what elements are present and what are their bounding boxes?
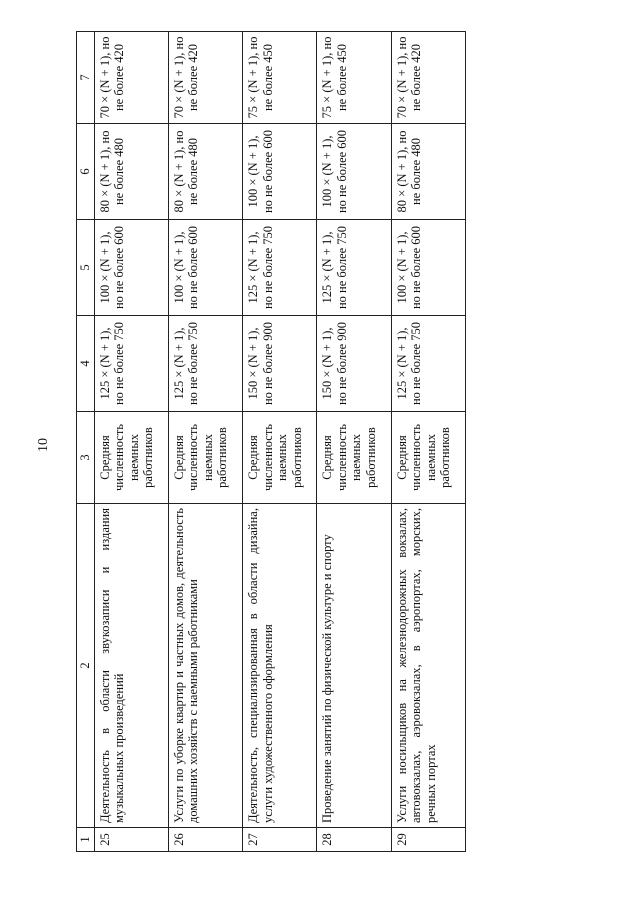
value-cell-col7: 70 × (N + 1), но не более 420 bbox=[168, 32, 242, 124]
column-header-3: 3 bbox=[77, 412, 95, 504]
row-number: 29 bbox=[391, 828, 465, 852]
indicator-cell: Средняя численность наемных работников bbox=[243, 412, 317, 504]
value-cell-col6: 80 × (N + 1), но не более 480 bbox=[94, 124, 168, 220]
value-cell-col4: 150 × (N + 1), но не более 900 bbox=[317, 316, 391, 412]
value-cell-col6: 100 × (N + 1), но не более 600 bbox=[243, 124, 317, 220]
activity-cell: Деятельность в области звукозаписи и издания музыкальных произведений bbox=[94, 504, 168, 828]
indicator-cell: Средняя численность наемных работников bbox=[317, 412, 391, 504]
value-cell-col5: 100 × (N + 1), но не более 600 bbox=[391, 220, 465, 316]
value-cell-col6: 100 × (N + 1), но не более 600 bbox=[317, 124, 391, 220]
header-row bbox=[77, 32, 95, 852]
row-number: 25 bbox=[94, 828, 168, 852]
activity-cell: Проведение занятий по физической культуре и спорту bbox=[317, 504, 391, 828]
value-cell-col6: 80 × (N + 1), но не более 480 bbox=[168, 124, 242, 220]
table-row bbox=[317, 32, 391, 852]
value-cell-col4: 150 × (N + 1), но не более 900 bbox=[243, 316, 317, 412]
value-cell-col4: 125 × (N + 1), но не более 750 bbox=[391, 316, 465, 412]
value-cell-col5: 100 × (N + 1), но не более 600 bbox=[94, 220, 168, 316]
indicator-cell: Средняя численность наемных работников bbox=[391, 412, 465, 504]
value-cell-col7: 75 × (N + 1), но не более 450 bbox=[243, 32, 317, 124]
table-row bbox=[391, 32, 465, 852]
value-cell-col6: 80 × (N + 1), но не более 480 bbox=[391, 124, 465, 220]
column-header-5: 5 bbox=[77, 220, 95, 316]
column-header-4: 4 bbox=[77, 316, 95, 412]
column-header-7: 7 bbox=[77, 32, 95, 124]
activity-cell: Услуги по уборке квартир и частных домов, деятельность домашних хозяйств с наемными работниками bbox=[168, 504, 242, 828]
activity-cell: Услуги носильщиков на железнодорожных вокзалах, автовокзалах, аэровокзалах, в аэропортах, морских, речных портах bbox=[391, 504, 465, 828]
row-number: 26 bbox=[168, 828, 242, 852]
activity-cell: Деятельность, специализированная в области дизайна, услуги художественного оформления bbox=[243, 504, 317, 828]
value-cell-col4: 125 × (N + 1), но не более 750 bbox=[94, 316, 168, 412]
row-number: 28 bbox=[317, 828, 391, 852]
value-cell-col5: 125 × (N + 1), но не более 750 bbox=[243, 220, 317, 316]
table-row bbox=[168, 32, 242, 852]
column-header-1: 1 bbox=[77, 828, 95, 852]
indicator-cell: Средняя численность наемных работников bbox=[168, 412, 242, 504]
value-cell-col7: 70 × (N + 1), но не более 420 bbox=[391, 32, 465, 124]
indicator-cell: Средняя численность наемных работников bbox=[94, 412, 168, 504]
value-cell-col5: 100 × (N + 1), но не более 600 bbox=[168, 220, 242, 316]
value-cell-col4: 125 × (N + 1), но не более 750 bbox=[168, 316, 242, 412]
column-header-2: 2 bbox=[77, 504, 95, 828]
page-number: 10 bbox=[36, 438, 51, 452]
activities-table bbox=[76, 31, 466, 852]
table-row bbox=[94, 32, 168, 852]
value-cell-col7: 75 × (N + 1), но не более 450 bbox=[317, 32, 391, 124]
rotated-table-container bbox=[76, 32, 466, 852]
value-cell-col7: 70 × (N + 1), но не более 420 bbox=[94, 32, 168, 124]
value-cell-col5: 125 × (N + 1), но не более 750 bbox=[317, 220, 391, 316]
table-row bbox=[243, 32, 317, 852]
row-number: 27 bbox=[243, 828, 317, 852]
column-header-6: 6 bbox=[77, 124, 95, 220]
